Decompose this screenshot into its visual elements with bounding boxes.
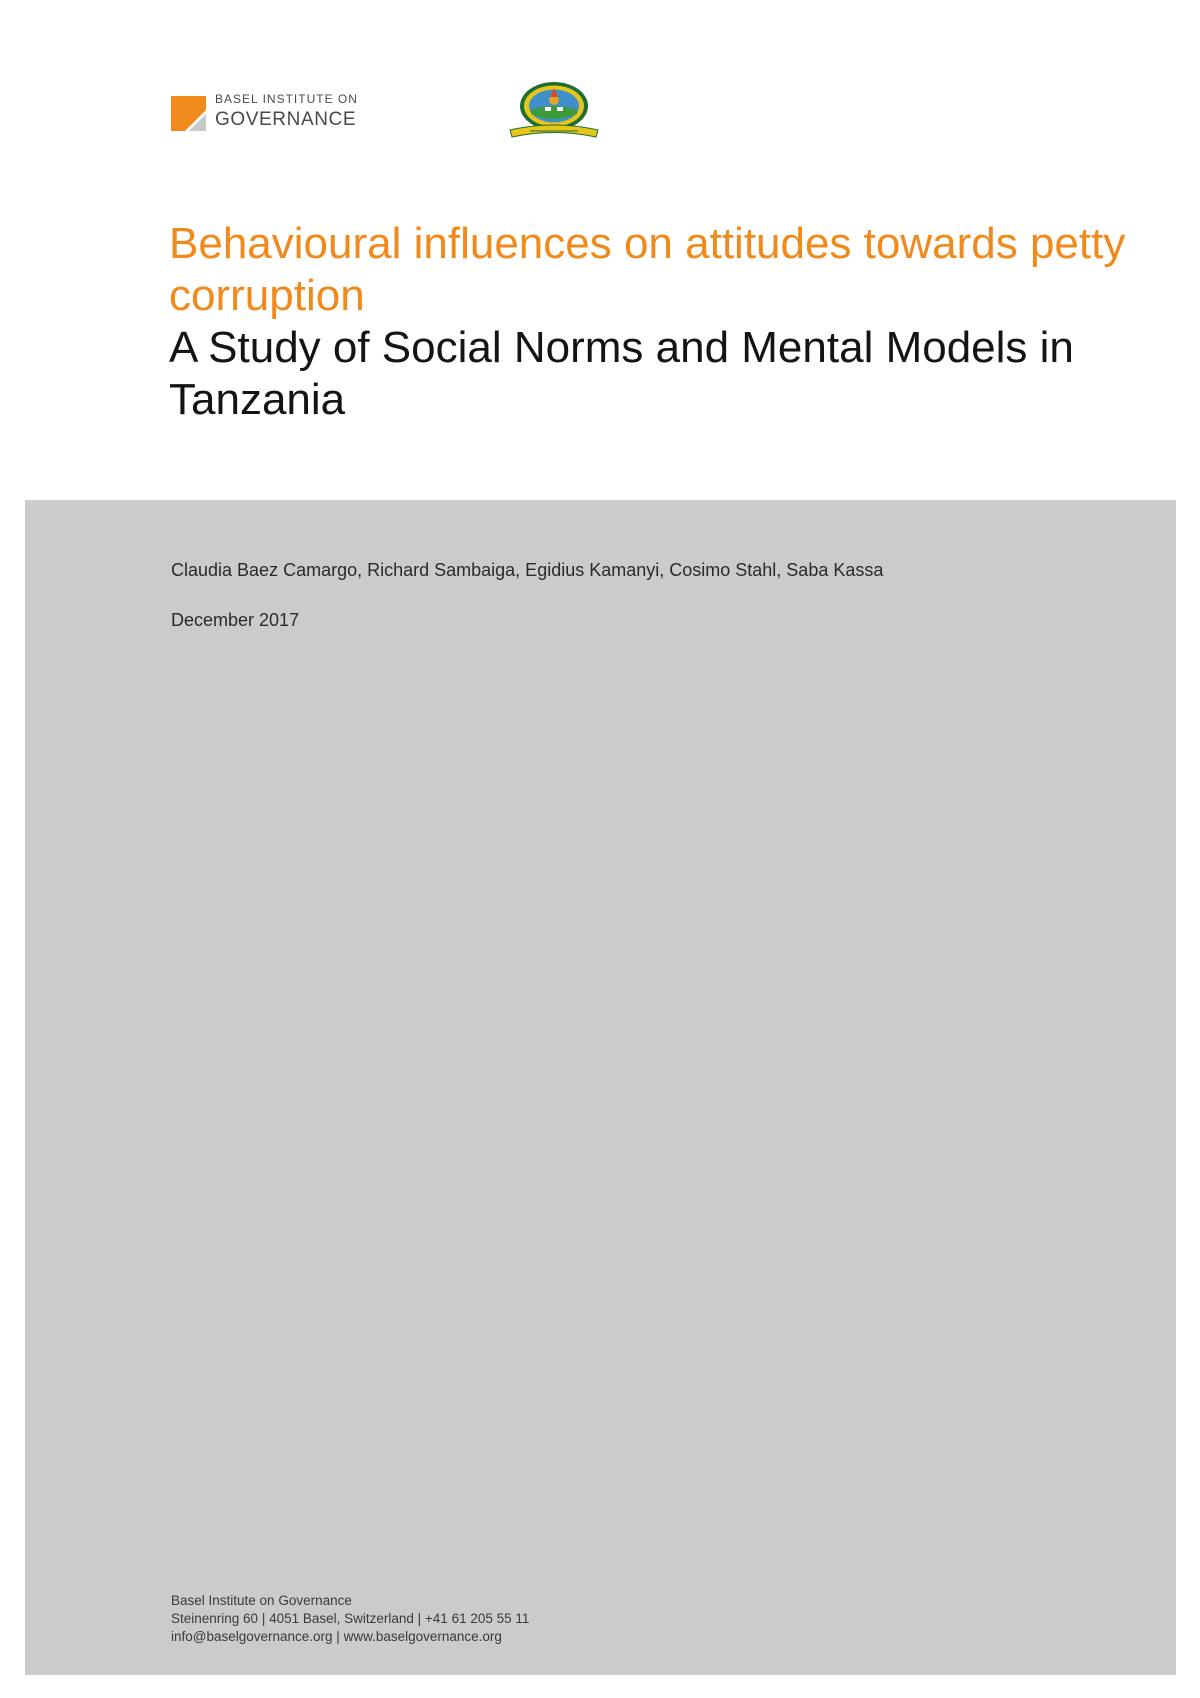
authors: Claudia Baez Camargo, Richard Sambaiga, Egidius Kamanyi, Cosimo Stahl, Saba Kassa — [171, 560, 884, 580]
logo-line-2: GOVERNANCE — [215, 109, 357, 130]
footer-address: Steinenring 60 | 4051 Basel, Switzerland | +41 61 205 55 11 — [171, 1611, 530, 1626]
footer-org: Basel Institute on Governance — [171, 1593, 352, 1608]
footer-contact — [171, 1592, 529, 1646]
footer-contact-line: info@baselgovernance.org | www.baselgovernance.org — [171, 1629, 502, 1644]
subtitle: A Study of Social Norms and Mental Models in Tanzania — [169, 323, 1074, 424]
basel-institute-logo — [171, 90, 361, 136]
basel-logo-text — [215, 93, 358, 129]
publication-date: December 2017 — [171, 610, 300, 630]
main-title: Behavioural influences on attitudes towards petty corruption — [169, 219, 1126, 320]
title-block — [169, 218, 1129, 426]
partner-seal-icon — [500, 80, 608, 140]
cover-panel — [25, 500, 1176, 1675]
logo-line-1: BASEL INSTITUTE ON — [215, 92, 358, 106]
basel-logo-mark-icon — [171, 96, 206, 131]
